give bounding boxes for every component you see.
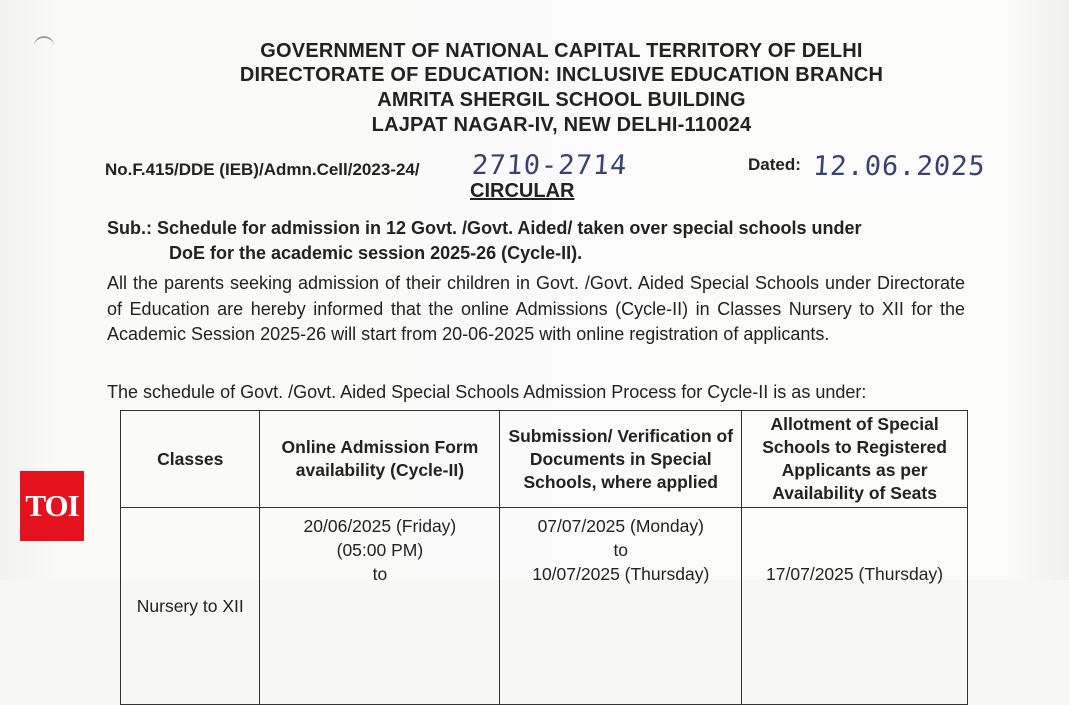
reference-number-handwritten: 2710-2714 [470,150,629,181]
header-building: AMRITA SHERGIL SCHOOL BUILDING [377,89,746,111]
dated-label: Dated: [748,155,801,174]
reference-number-label: No.F.415/DDE (IEB)/Admn.Cell/2023-24/ [105,160,420,179]
schedule-table [120,410,968,705]
docs-date-start: 07/07/2025 (Monday) [537,516,704,536]
header-allotment: Allotment of Special Schools to Registered Applicants as per Availability of Seats [742,411,968,508]
cell-allotment-date: 17/07/2025 (Thursday) [742,508,968,705]
subject-line-1: Sub.: Schedule for admission in 12 Govt. /Govt. Aided/ taken over special schools under [107,218,862,238]
header-government: GOVERNMENT OF NATIONAL CAPITAL TERRITORY OF DELHI [260,40,863,62]
docs-date-end: 10/07/2025 (Thursday) [532,564,710,584]
cell-classes: Nursery to XII [121,508,260,705]
form-to: to [372,564,388,584]
circular-title: CIRCULAR [470,180,575,202]
header-form-availability: Online Admission Form availability (Cycle-II) [260,411,500,508]
table-row [121,508,968,705]
table-header-row [121,411,968,508]
docs-to: to [613,540,629,560]
form-date-start: 20/06/2025 (Friday) [303,516,457,536]
header-classes: Classes [121,411,260,508]
toi-logo: TOI [20,471,84,541]
schedule-intro: The schedule of Govt. /Govt. Aided Special Schools Admission Process for Cycle-II is as under: [107,382,867,402]
cell-form-dates [260,508,500,705]
header-address: LAJPAT NAGAR-IV, NEW DELHI-110024 [371,114,752,136]
dated-handwritten: 12.06.2025 [811,151,987,182]
body-paragraph: All the parents seeking admission of their children in Govt. /Govt. Aided Special Schools under Directorate of Education are hereby informed that the online Admissions (Cycle-II) in Classes Nursery to XII for the Academic Session 2025-26 will start from 20-06-2025 with online registration of applicants. [107,273,965,344]
header-document-verification: Submission/ Verification of Documents in Special Schools, where applied [500,411,742,508]
cell-document-dates [500,508,742,705]
header-directorate: DIRECTORATE OF EDUCATION: INCLUSIVE EDUCATION BRANCH [239,64,884,86]
subject [107,216,967,266]
form-time-start: (05:00 PM) [336,540,424,560]
subject-line-2: DoE for the academic session 2025-26 (Cycle-II). [169,243,583,263]
